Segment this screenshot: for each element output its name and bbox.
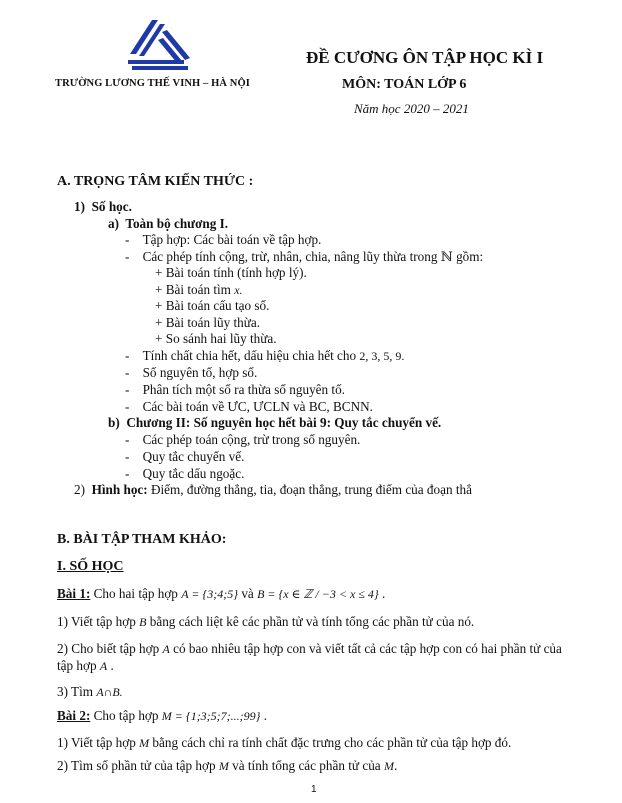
list-item-text: Quy tắc chuyển vế. <box>142 449 245 464</box>
part1-heading <box>74 199 132 215</box>
sub-list-item: + Bài toán lũy thừa. <box>155 315 261 330</box>
set-b-formula: B = {x ∈ ℤ / −3 < x ≤ 4} <box>257 587 379 601</box>
part2-text: Điểm, đường thẳng, tia, đoạn thẳng, trung điểm của đoạn thẳ <box>147 482 472 497</box>
exercise-1 <box>57 586 385 602</box>
conjunction: và <box>238 586 258 601</box>
exercise-1-question-2 <box>57 641 562 657</box>
list-item-text: Các phép toán cộng, trừ trong số nguyên. <box>142 432 361 447</box>
school-name: TRƯỜNG LƯƠNG THẾ VINH – HÀ NỘI <box>55 78 250 89</box>
sub-a-title: Toàn bộ chương I. <box>125 216 229 231</box>
sub-b-label: b) <box>108 415 120 430</box>
question-text: 1) Viết tập hợp <box>57 614 140 629</box>
page-number: 1 <box>311 784 317 795</box>
exercise-text: Cho tập hợp <box>90 708 162 723</box>
math-variable: x. <box>234 283 243 297</box>
question-text: 2) Tìm số phần tử của tập hợp <box>57 758 219 773</box>
list-item: - Phân tích một số ra thừa số nguyên tố. <box>125 382 345 397</box>
divisors-list: 2, 3, 5, 9. <box>359 349 405 363</box>
list-item-text: Tính chất chia hết, dấu hiệu chia hết cho <box>142 348 360 363</box>
section-b-heading: B. BÀI TẬP THAM KHẢO: <box>57 532 227 547</box>
school-year: Năm học 2020 – 2021 <box>354 101 469 116</box>
sub-list-item: + So sánh hai lũy thừa. <box>155 331 277 346</box>
math-variable: B <box>139 615 147 629</box>
question-text: bằng cách chỉ ra tính chất đặc trưng cho các phần tử của tập hợp đó. <box>149 735 512 750</box>
question-text: 3) Tìm <box>57 684 97 699</box>
list-item: - Các bài toán về ƯC, ƯCLN và BC, BCNN. <box>125 399 373 414</box>
sub-b-heading <box>108 415 441 431</box>
list-item-text: Các bài toán về ƯC, ƯCLN và BC, BCNN. <box>142 399 373 414</box>
math-variable: M <box>139 736 150 750</box>
sub-list-item <box>155 282 243 298</box>
list-item: - Tính chất chia hết, dấu hiệu chia hết cho 2, 3, 5, 9. <box>125 348 405 363</box>
list-item-text: Tập hợp: Các bài toán về tập hợp. <box>142 232 322 247</box>
question-text: tập hợp <box>57 658 100 673</box>
math-variable: A <box>99 659 108 673</box>
exercise-1-question-1 <box>57 614 474 630</box>
set-m-formula: M = {1;3;5;7;...;99} <box>161 709 261 723</box>
list-item-text: Quy tắc dấu ngoặc. <box>142 466 245 481</box>
sub-list-item-text: + Bài toán tìm <box>155 282 235 297</box>
list-item: - Các phép toán cộng, trừ trong số nguyên. <box>125 432 361 447</box>
exercise-1-question-3 <box>57 684 123 700</box>
list-item: - Các phép tính cộng, trừ, nhân, chia, nâng lũy thừa trong ℕ gồm: <box>125 249 484 264</box>
school-logo-icon <box>122 18 194 70</box>
exercise-label: Bài 1: <box>57 586 91 601</box>
list-item: - Tập hợp: Các bài toán về tập hợp. <box>125 232 322 247</box>
punctuation: . <box>107 658 114 673</box>
list-item-text: Phân tích một số ra thừa số nguyên tố. <box>142 382 345 397</box>
question-text: và tính tổng các phần tử của <box>228 758 384 773</box>
math-variable: M <box>383 759 394 773</box>
part2-title: Hình học: <box>91 482 148 497</box>
part2-label: 2) <box>74 482 85 497</box>
exercise-2-question-1 <box>57 735 511 751</box>
exercise-text: Cho hai tập hợp <box>90 586 182 601</box>
subject-line: MÔN: TOÁN LỚP 6 <box>342 77 467 92</box>
list-item: - Quy tắc dấu ngoặc. <box>125 466 245 481</box>
sub-a-heading <box>108 216 228 232</box>
list-item: - Quy tắc chuyển vế. <box>125 449 245 464</box>
math-variable: A <box>162 642 170 656</box>
exercise-1-question-2-cont <box>57 658 114 674</box>
list-item-text: Các phép tính cộng, trừ, nhân, chia, nâng lũy thừa trong ℕ gồm: <box>142 249 484 264</box>
sub-list-item: + Bài toán cấu tạo số. <box>155 298 270 313</box>
part1-label: 1) <box>74 199 85 214</box>
punctuation: . <box>393 758 398 773</box>
list-item: - Số nguyên tố, hợp số. <box>125 365 258 380</box>
document-title: ĐỀ CƯƠNG ÔN TẬP HỌC KÌ I <box>306 48 544 67</box>
question-text: 1) Viết tập hợp <box>57 735 140 750</box>
punctuation: . <box>260 708 268 723</box>
question-text: 2) Cho biết tập hợp <box>57 641 163 656</box>
section-b-subheading: I. SỐ HỌC <box>57 559 124 574</box>
list-item-text: Số nguyên tố, hợp số. <box>142 365 258 380</box>
exercise-2-question-2 <box>57 758 397 774</box>
exercise-2 <box>57 708 267 724</box>
set-a-formula: A = {3;4;5} <box>181 587 239 601</box>
exercise-label: Bài 2: <box>57 708 91 723</box>
sub-a-label: a) <box>108 216 119 231</box>
punctuation: . <box>378 586 386 601</box>
part2-line <box>74 482 472 498</box>
question-text: có bao nhiêu tập hợp con và viết tất cả các tập hợp con có hai phần tử của <box>169 641 562 656</box>
sub-list-item: + Bài toán tính (tính hợp lý). <box>155 265 307 280</box>
math-formula: A∩B. <box>96 685 123 699</box>
section-a-heading: A. TRỌNG TÂM KIẾN THỨC : <box>57 174 254 189</box>
sub-b-title: Chương II: Số nguyên học hết bài 9: Quy tắc chuyển vế. <box>126 415 442 430</box>
part1-title: Số học. <box>91 199 132 214</box>
math-variable: M <box>218 759 229 773</box>
question-text: bằng cách liệt kê các phần tử và tính tổng các phần tử của nó. <box>146 614 475 629</box>
